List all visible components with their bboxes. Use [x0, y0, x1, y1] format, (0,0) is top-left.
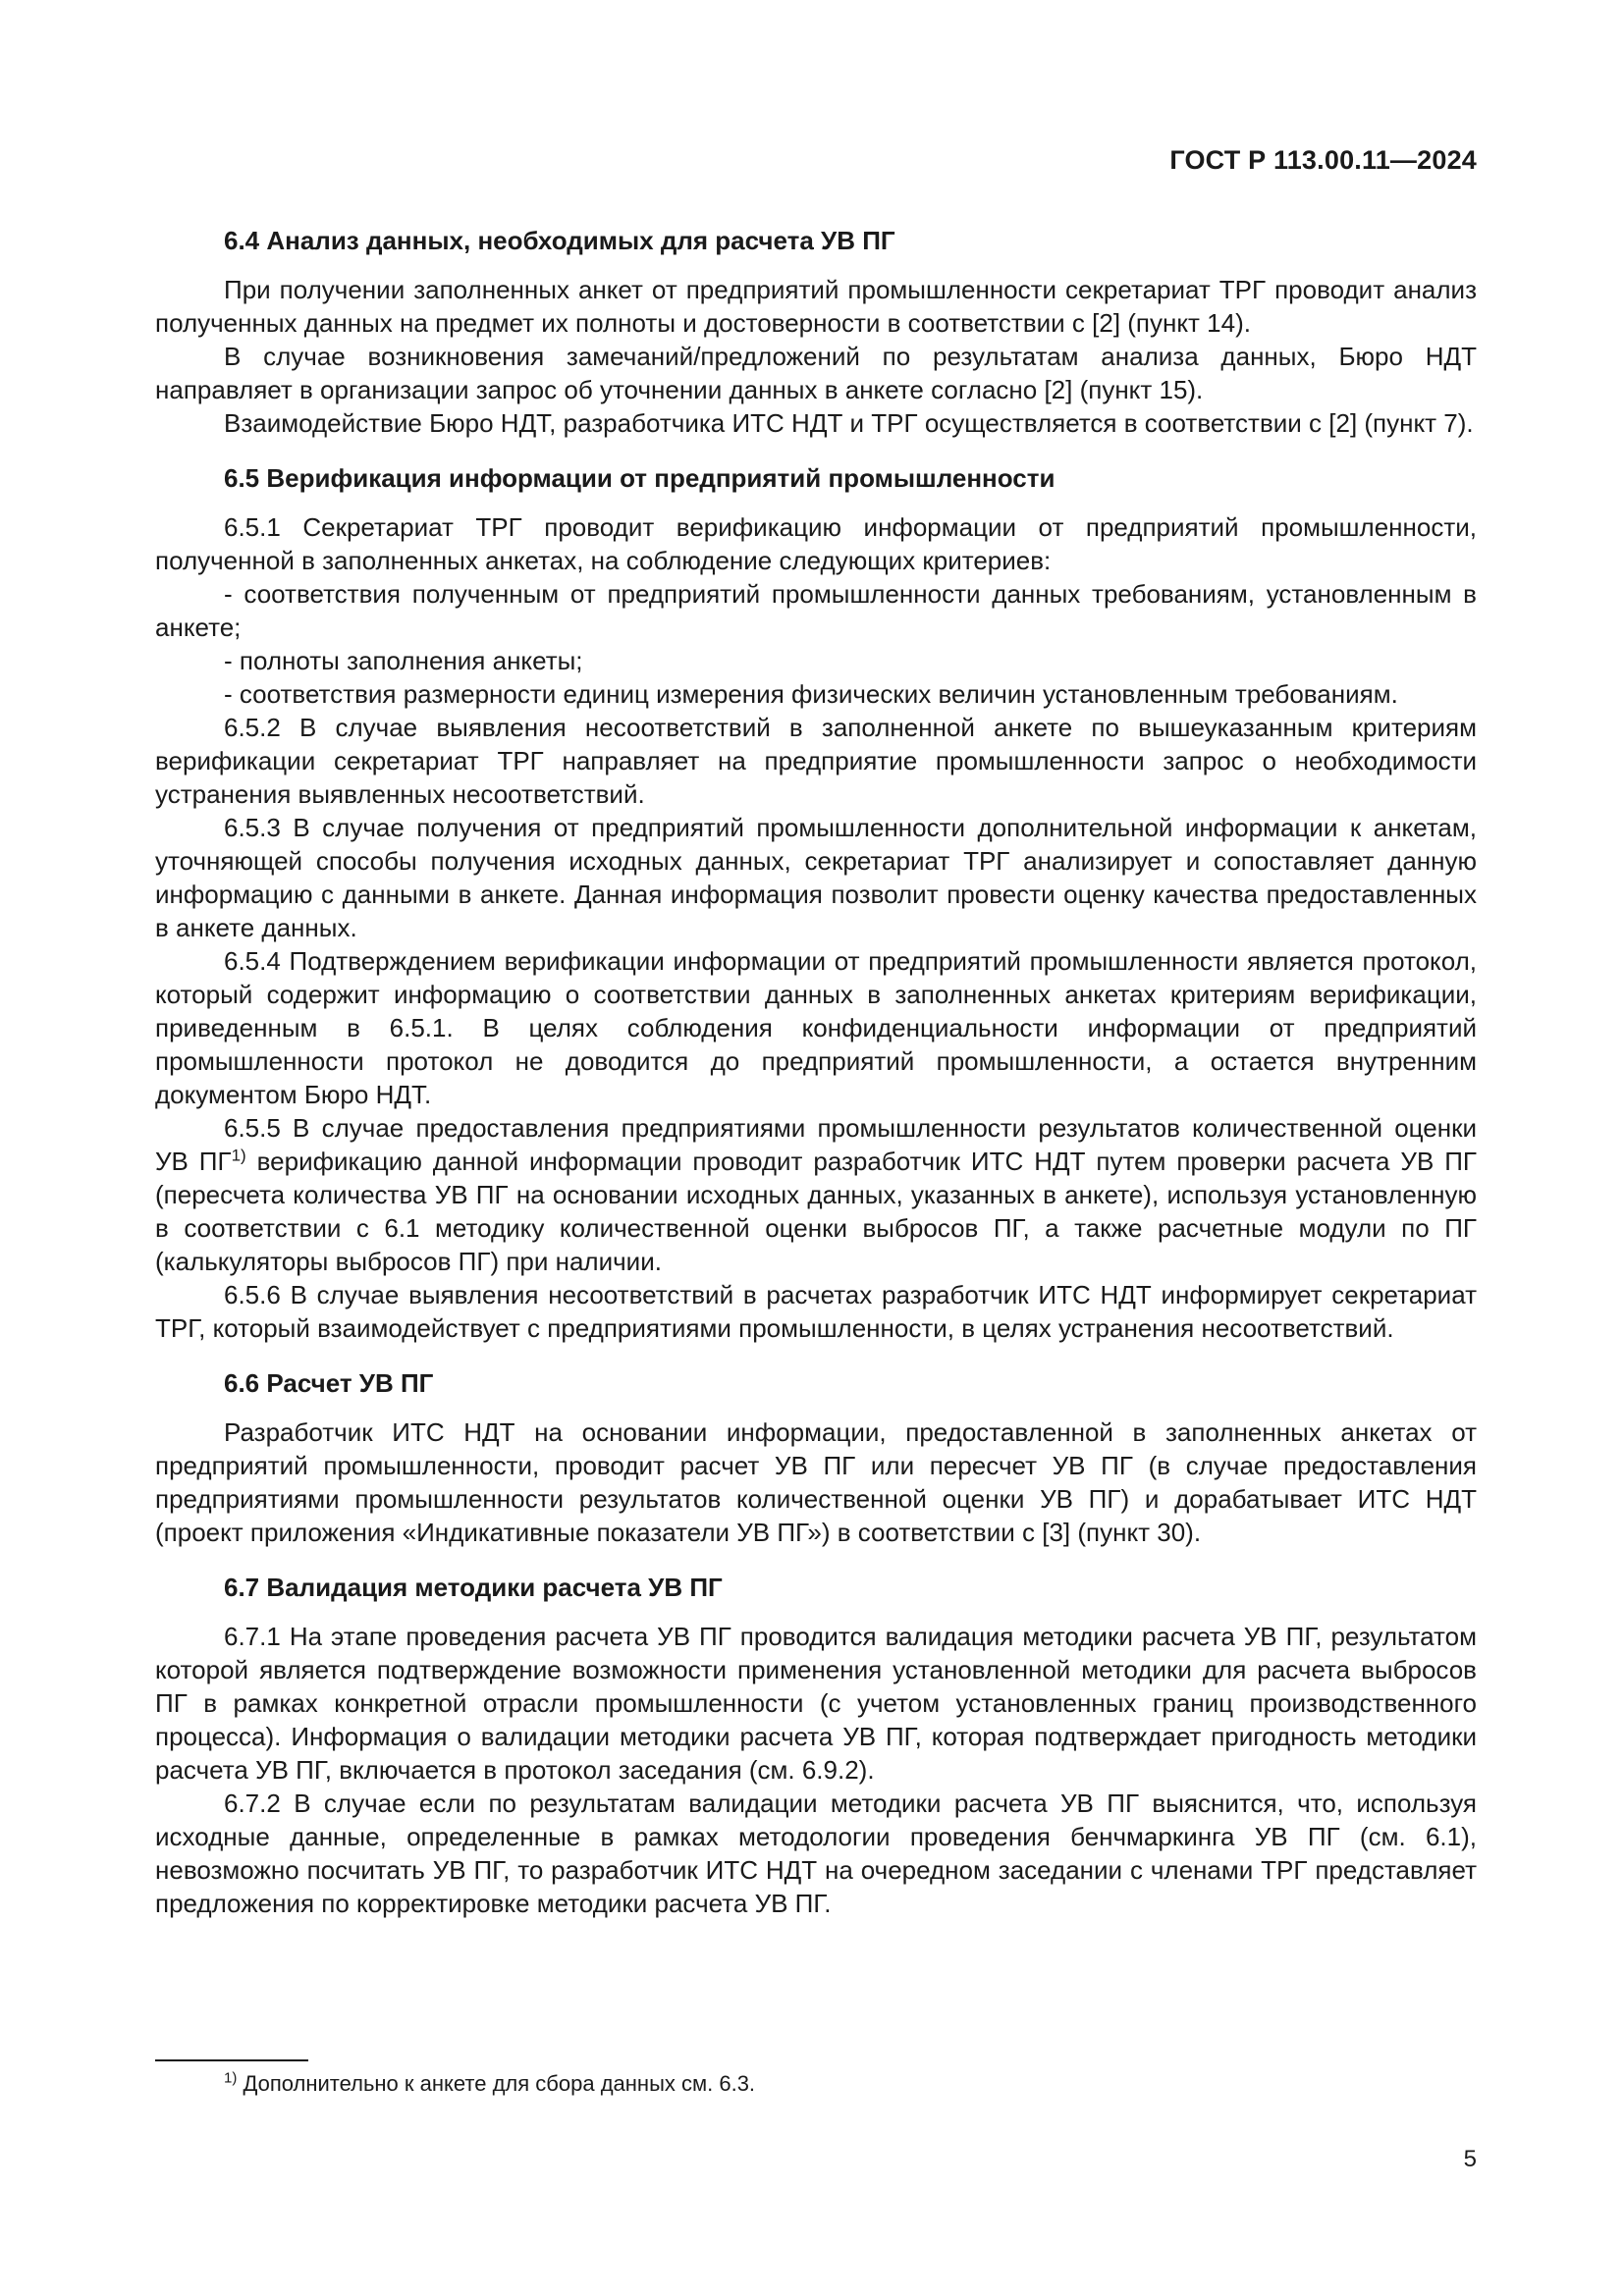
paragraph-text: 6.5.5 В случае предоставления предприятиями промышленности результатов количественной оценки УВ ПГ [155, 1113, 1477, 1176]
footnote [224, 2069, 1477, 2099]
paragraph: При получении заполненных анкет от предприятий промышленности секретариат ТРГ проводит анализ полученных данных на предмет их полноты и достоверности в соответствии с [2] (пункт 14). [155, 275, 1477, 338]
footnote-reference[interactable]: 1) [231, 1146, 246, 1165]
section-heading-6-7: 6.7 Валидация методики расчета УВ ПГ [224, 1573, 723, 1602]
standard-header: ГОСТ Р 113.00.11—2024 [1169, 145, 1477, 175]
footnote-mark: 1) [224, 2069, 238, 2087]
paragraph: 6.5.3 В случае получения от предприятий промышленности дополнительной информации к анкетам, уточняющей способы получения исходных данных, секретариат ТРГ анализирует и сопоставляет данную информацию с данными в анкете. Данная информация позволит провести оценку качества предоставленных в анкете данных. [155, 813, 1477, 942]
section-heading-6-6: 6.6 Расчет УВ ПГ [224, 1368, 434, 1398]
list-item: - соответствия размерности единиц измерения физических величин установленным требованиям. [224, 679, 1398, 709]
paragraph: В случае возникновения замечаний/предложений по результатам анализа данных, Бюро НДТ направляет в организации запрос об уточнении данных в анкете согласно [2] (пункт 15). [155, 342, 1477, 404]
list-item: - соответствия полученным от предприятий промышленности данных требованиям, установленным в анкете; [155, 579, 1477, 642]
paragraph: 6.5.6 В случае выявления несоответствий в расчетах разработчик ИТС НДТ информирует секретариат ТРГ, который взаимодействует с предприятиями промышленности, в целях устранения несоответствий. [155, 1280, 1477, 1343]
paragraph: 6.5.4 Подтверждением верификации информации от предприятий промышленности является протокол, который содержит информацию о соответствии данных в заполненных анкетах критериям верификации, приведенным в 6.5.1. В целях соблюдения конфиденциальности информации от предприятий промышленности протокол не доводится до предприятий промышленности, а остается внутренним документом Бюро НДТ. [155, 946, 1477, 1109]
paragraph: 6.7.1 На этапе проведения расчета УВ ПГ проводится валидация методики расчета УВ ПГ, результатом которой является подтверждение возможности применения установленной методики для расчета выбросов ПГ в рамках конкретной отрасли промышленности (с учетом установленных границ производственного процесса). Информация о валидации методики расчета УВ ПГ, которая подтверждает пригодность методики расчета УВ ПГ, включается в протокол заседания (см. 6.9.2). [155, 1622, 1477, 1785]
paragraph: Разработчик ИТС НДТ на основании информации, предоставленной в заполненных анкетах от предприятий промышленности, проводит расчет УВ ПГ или пересчет УВ ПГ (в случае предоставления предприятиями промышленности результатов количественной оценки УВ ПГ) и дорабатывает ИТС НДТ (проект приложения «Индикативные показатели УВ ПГ») в соответствии с [3] (пункт 30). [155, 1417, 1477, 1547]
page-number: 5 [1463, 2146, 1477, 2172]
footnote-divider [155, 2059, 308, 2061]
footnote-text: Дополнительно к анкете для сбора данных см. 6.3. [237, 2071, 756, 2096]
section-heading-6-4: 6.4 Анализ данных, необходимых для расчета УВ ПГ [224, 226, 895, 255]
paragraph: Взаимодействие Бюро НДТ, разработчика ИТС НДТ и ТРГ осуществляется в соответствии с [2] (пункт 7). [224, 408, 1474, 438]
list-item: - полноты заполнения анкеты; [224, 646, 583, 675]
paragraph-with-footnote [155, 1111, 1477, 1278]
paragraph-text: верификацию данной информации проводит разработчик ИТС НДТ путем проверки расчета УВ ПГ (пересчета количества УВ ПГ на основании исходных данных, указанных в анкете), используя установленную в соответствии с 6.1 методику количественной оценки выбросов ПГ, а также расчетные модули по ПГ (калькуляторы выбросов ПГ) при наличии. [155, 1147, 1477, 1276]
paragraph: 6.5.2 В случае выявления несоответствий в заполненной анкете по вышеуказанным критериям верификации секретариат ТРГ направляет на предприятие промышленности запрос о необходимости устранения выявленных несоответствий. [155, 713, 1477, 809]
page-content [155, 224, 1477, 1920]
paragraph: 6.5.1 Секретариат ТРГ проводит верификацию информации от предприятий промышленности, полученной в заполненных анкетах, на соблюдение следующих критериев: [155, 512, 1477, 575]
paragraph: 6.7.2 В случае если по результатам валидации методики расчета УВ ПГ выяснится, что, используя исходные данные, определенные в рамках методологии проведения бенчмаркинга УВ ПГ (см. 6.1), невозможно посчитать УВ ПГ, то разработчик ИТС НДТ на очередном заседании с членами ТРГ представляет предложения по корректировке методики расчета УВ ПГ. [155, 1789, 1477, 1918]
section-heading-6-5: 6.5 Верификация информации от предприятий промышленности [224, 463, 1056, 493]
